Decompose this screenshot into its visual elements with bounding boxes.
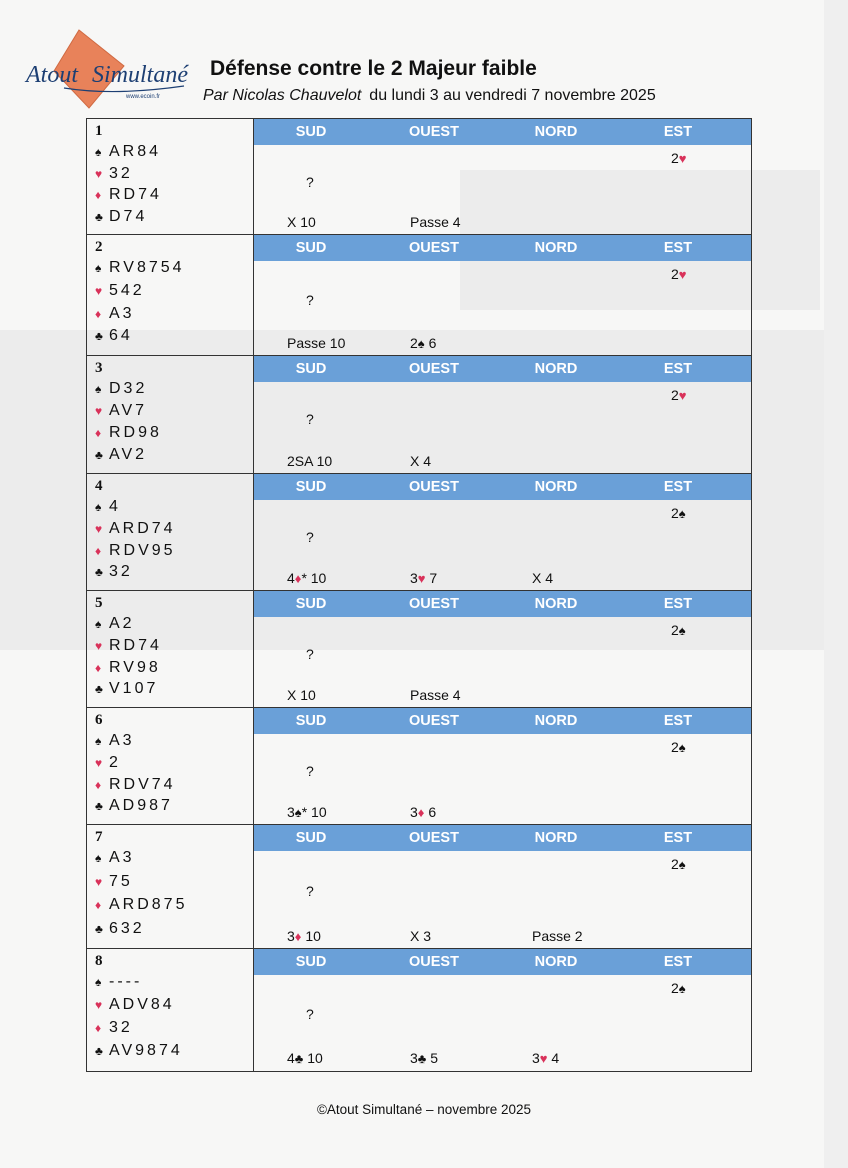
header-est: EST: [663, 240, 693, 256]
bid-level: 3: [287, 804, 295, 820]
bid-level: 2: [671, 739, 679, 755]
answer-text: Passe 4: [410, 214, 461, 230]
header-nord: NORD: [534, 713, 578, 729]
deal-number: 3: [95, 360, 103, 376]
hearts-icon: ♥: [95, 755, 103, 770]
clubs-icon: ♣: [95, 209, 103, 224]
hearts-icon: ♥: [539, 1051, 548, 1066]
bid-level: 3: [410, 1050, 418, 1066]
hand-spades: [95, 732, 135, 750]
hand-spades-cards: AR84: [109, 143, 162, 160]
hand-diamonds: [95, 1019, 133, 1037]
east-opening: [671, 622, 686, 638]
bid-level: 2: [671, 980, 679, 996]
hand-clubs-cards: 32: [109, 563, 133, 581]
answer-nord: [532, 570, 553, 586]
hand-hearts-cards: 32: [109, 164, 133, 182]
answer-text: X 10: [287, 687, 316, 703]
bid-level: 2: [671, 856, 679, 872]
header-sud: SUD: [295, 596, 327, 612]
hand-spades-cards: A3: [109, 849, 135, 866]
diamonds-icon: ♦: [294, 929, 302, 944]
hand-clubs-cards: AD987: [109, 797, 173, 815]
answer-sud: [287, 335, 345, 351]
hand-clubs: [95, 208, 147, 226]
header-nord: NORD: [534, 830, 578, 846]
clubs-icon: ♣: [417, 1051, 427, 1066]
hand-diamonds: [95, 186, 162, 204]
hand-spades-cards: 4: [109, 498, 121, 515]
hand-cell: [87, 235, 254, 355]
diamonds-icon: ♦: [95, 306, 102, 321]
spades-icon: ♠: [95, 145, 102, 159]
header-ouest: OUEST: [409, 830, 459, 846]
deals-table: [86, 118, 752, 1072]
answer-ouest: [410, 687, 461, 703]
header-nord: NORD: [534, 240, 578, 256]
hand-diamonds-cards: 32: [109, 1019, 133, 1036]
diamonds-icon: ♦: [95, 898, 102, 912]
clubs-icon: ♣: [95, 799, 103, 814]
hand-clubs-cards: AV2: [109, 446, 148, 463]
deal-number: 5: [95, 595, 103, 611]
diamonds-icon: ♦: [95, 777, 102, 792]
hand-cell: [87, 825, 254, 948]
hand-clubs: [95, 1042, 183, 1060]
answer-ouest: [410, 453, 431, 469]
hearts-icon: ♥: [95, 521, 103, 536]
hearts-icon: ♥: [95, 874, 103, 889]
author: Par Nicolas Chauvelot: [203, 87, 362, 104]
answer-ouest: [410, 928, 431, 944]
deal-number: 1: [95, 123, 103, 139]
deal-row: [87, 708, 751, 825]
bid-level: 4: [287, 570, 295, 586]
hand-diamonds-cards: RDV95: [109, 541, 176, 559]
answer-sud: [287, 1050, 323, 1066]
header-est: EST: [663, 830, 693, 846]
header-sud: SUD: [295, 124, 327, 140]
clubs-icon: ♣: [294, 1051, 304, 1066]
hand-spades-cards: ----: [109, 973, 143, 990]
hand-diamonds: [95, 305, 135, 323]
deal-row: [87, 474, 751, 591]
answer-text: 10: [301, 928, 321, 944]
hand-hearts: [95, 520, 176, 538]
bid-level: 3: [410, 570, 418, 586]
deal-row: [87, 591, 751, 708]
hand-hearts-cards: ADV84: [109, 996, 175, 1013]
hearts-icon: ♥: [95, 638, 103, 653]
page-subtitle: [203, 87, 656, 105]
header-sud: SUD: [295, 240, 327, 256]
hand-clubs-cards: D74: [109, 207, 148, 225]
diamonds-icon: ♦: [95, 543, 102, 558]
answer-ouest: [410, 570, 437, 586]
deal-number: 4: [95, 478, 103, 494]
diamonds-icon: ♦: [294, 571, 302, 586]
hand-cell: [87, 356, 254, 473]
deal-row: [87, 119, 751, 235]
bid-level: 2: [671, 150, 679, 166]
hand-clubs-cards: 632: [109, 919, 145, 937]
spades-icon: ♠: [678, 623, 686, 638]
diamonds-icon: ♦: [417, 805, 425, 820]
hearts-icon: ♥: [95, 166, 103, 181]
header-sud: SUD: [295, 830, 327, 846]
hand-diamonds-cards: A3: [109, 304, 135, 322]
south-question: ?: [306, 528, 314, 545]
east-opening: [671, 980, 686, 996]
answer-text: X 3: [410, 928, 432, 944]
hearts-icon: ♥: [95, 998, 103, 1012]
south-question: ?: [306, 411, 314, 428]
spades-icon: ♠: [417, 336, 425, 351]
south-question: ?: [306, 645, 314, 662]
spades-icon: ♠: [95, 382, 102, 396]
header-est: EST: [663, 713, 693, 729]
header-sud: SUD: [295, 713, 327, 729]
header-est: EST: [663, 124, 693, 140]
hand-hearts-cards: RD74: [109, 636, 162, 654]
bid-level: 3: [410, 804, 418, 820]
hand-hearts: [95, 165, 133, 183]
hand-cell: [87, 949, 254, 1071]
east-opening: [671, 739, 686, 755]
answer-nord: [532, 1050, 559, 1066]
diamonds-icon: ♦: [95, 660, 102, 675]
hand-spades: [95, 259, 185, 277]
hand-hearts: [95, 754, 121, 772]
deal-number: 6: [95, 712, 103, 728]
hand-diamonds: [95, 776, 176, 794]
hand-spades-cards: D32: [109, 380, 148, 397]
header-nord: NORD: [534, 479, 578, 495]
hand-hearts-cards: 2: [109, 753, 121, 771]
logo-url: www.ecoin.fr: [126, 94, 161, 100]
spades-icon: ♠: [95, 734, 102, 748]
deal-row: [87, 235, 751, 356]
bid-level: 2: [671, 622, 679, 638]
east-opening: [671, 150, 687, 166]
answer-sud: [287, 804, 327, 820]
hand-hearts-cards: 75: [109, 872, 133, 890]
bid-level: 2: [671, 505, 679, 521]
header-est: EST: [663, 361, 693, 377]
bid-level: 4: [287, 1050, 295, 1066]
hand-hearts: [95, 873, 133, 891]
dates: du lundi 3 au vendredi 7 novembre 2025: [369, 87, 656, 104]
header-ouest: OUEST: [409, 240, 459, 256]
south-question: ?: [306, 762, 314, 779]
answer-text: * 10: [301, 804, 327, 820]
header-sud: SUD: [295, 361, 327, 377]
hand-diamonds-cards: RDV74: [109, 775, 176, 793]
answer-nord: [532, 928, 583, 944]
hand-cell: [87, 474, 254, 590]
answer-sud: [287, 453, 332, 469]
spades-icon: ♠: [95, 617, 102, 631]
answer-sud: [287, 687, 316, 703]
east-opening: [671, 505, 686, 521]
hand-clubs: [95, 920, 145, 938]
hand-hearts: [95, 637, 162, 655]
hearts-icon: ♥: [678, 151, 687, 166]
south-question: ?: [306, 1006, 314, 1023]
hearts-icon: ♥: [417, 571, 426, 586]
hand-cell: [87, 708, 254, 824]
hand-clubs-cards: 64: [109, 327, 133, 345]
spades-icon: ♠: [678, 981, 686, 996]
hand-diamonds: [95, 659, 161, 677]
header-est: EST: [663, 596, 693, 612]
bid-level: 2: [410, 335, 418, 351]
page-edge: [824, 0, 848, 1168]
east-opening: [671, 387, 687, 403]
header-ouest: OUEST: [409, 361, 459, 377]
answer-text: X 4: [532, 570, 554, 586]
hearts-icon: ♥: [678, 267, 687, 282]
hand-clubs-cards: V107: [109, 680, 159, 698]
diamonds-icon: ♦: [95, 1021, 102, 1035]
header-nord: NORD: [534, 596, 578, 612]
header-nord: NORD: [534, 124, 578, 140]
deal-row: [87, 825, 751, 949]
hand-diamonds: [95, 896, 187, 914]
hand-diamonds-cards: RD74: [109, 186, 162, 203]
south-question: ?: [306, 173, 314, 190]
spades-icon: ♠: [678, 506, 686, 521]
header-est: EST: [663, 954, 693, 970]
hand-spades: [95, 849, 135, 867]
header-sud: SUD: [295, 479, 327, 495]
hearts-icon: ♥: [95, 283, 103, 298]
hand-clubs: [95, 563, 133, 581]
footer-copyright: ©Atout Simultané – novembre 2025: [316, 1102, 532, 1117]
hand-spades: [95, 380, 147, 398]
answer-ouest: [410, 214, 461, 230]
east-opening: [671, 856, 686, 872]
header-ouest: OUEST: [409, 713, 459, 729]
answer-text: 6: [424, 804, 437, 820]
east-opening: [671, 266, 687, 282]
spades-icon: ♠: [95, 975, 102, 989]
clubs-icon: ♣: [95, 921, 103, 936]
header-ouest: OUEST: [409, 479, 459, 495]
header-nord: NORD: [534, 361, 578, 377]
spades-icon: ♠: [95, 851, 102, 865]
answer-text: 4: [547, 1050, 560, 1066]
hand-cell: [87, 591, 254, 707]
header-ouest: OUEST: [409, 954, 459, 970]
diamonds-icon: ♦: [95, 188, 102, 202]
hand-diamonds: [95, 424, 162, 442]
hand-diamonds: [95, 542, 176, 560]
bid-level: 2: [671, 387, 679, 403]
deal-number: 7: [95, 829, 103, 845]
clubs-icon: ♣: [95, 329, 103, 344]
hand-clubs: [95, 327, 133, 345]
answer-sud: [287, 928, 321, 944]
spades-icon: ♠: [95, 261, 102, 275]
south-question: ?: [306, 291, 314, 308]
answer-text: 7: [425, 570, 438, 586]
hand-spades: [95, 615, 135, 633]
answer-text: * 10: [301, 570, 327, 586]
clubs-icon: ♣: [95, 682, 103, 697]
hand-diamonds-cards: RD98: [109, 424, 162, 441]
answer-text: X 4: [410, 453, 432, 469]
header-sud: SUD: [295, 954, 327, 970]
hand-diamonds-cards: ARD875: [109, 896, 188, 913]
hearts-icon: ♥: [95, 404, 103, 418]
atout-simultane-logo: [24, 26, 194, 112]
spades-icon: ♠: [678, 740, 686, 755]
hand-clubs: [95, 797, 173, 815]
hand-spades-cards: A3: [109, 732, 135, 749]
hand-spades: [95, 498, 121, 516]
hand-hearts-cards: ARD74: [109, 519, 176, 537]
hand-clubs: [95, 680, 158, 698]
hand-spades: [95, 973, 142, 991]
logo-word-2: Simultané: [92, 62, 188, 88]
hand-hearts-cards: 542: [109, 281, 145, 299]
spades-icon: ♠: [678, 857, 686, 872]
clubs-icon: ♣: [95, 1044, 103, 1058]
answer-text: 2SA 10: [287, 453, 333, 469]
hand-cell: [87, 119, 254, 234]
deal-number: 8: [95, 953, 103, 969]
answer-text: 5: [426, 1050, 439, 1066]
hand-spades: [95, 143, 161, 161]
hand-hearts: [95, 402, 147, 420]
spades-icon: ♠: [95, 500, 102, 514]
hand-hearts: [95, 282, 145, 300]
hand-hearts-cards: AV7: [109, 402, 148, 419]
bid-level: 3: [287, 928, 295, 944]
clubs-icon: ♣: [95, 448, 103, 462]
header-nord: NORD: [534, 954, 578, 970]
diamonds-icon: ♦: [95, 426, 102, 440]
header-ouest: OUEST: [409, 124, 459, 140]
answer-ouest: [410, 1050, 438, 1066]
hand-spades-cards: A2: [109, 615, 135, 632]
answer-text: 6: [424, 335, 437, 351]
bid-level: 2: [671, 266, 679, 282]
spades-icon: ♠: [294, 805, 302, 820]
hand-clubs-cards: AV9874: [109, 1042, 183, 1059]
hand-spades-cards: RV8754: [109, 259, 185, 276]
answer-text: Passe 2: [532, 928, 583, 944]
deal-row: [87, 356, 751, 474]
answer-ouest: [410, 804, 436, 820]
answer-text: X 10: [287, 214, 316, 230]
answer-ouest: [410, 335, 436, 351]
answer-sud: [287, 214, 316, 230]
page-title: Défense contre le 2 Majeur faible: [210, 57, 537, 80]
clubs-icon: ♣: [95, 565, 103, 580]
south-question: ?: [306, 883, 314, 900]
hearts-icon: ♥: [678, 388, 687, 403]
hand-clubs: [95, 446, 147, 464]
header-ouest: OUEST: [409, 596, 459, 612]
answer-text: Passe 4: [410, 687, 461, 703]
answer-text: 10: [303, 1050, 323, 1066]
answer-sud: [287, 570, 326, 586]
hand-diamonds-cards: RV98: [109, 658, 161, 676]
logo-word-1: Atout: [26, 62, 78, 88]
deal-row: [87, 949, 751, 1071]
header-est: EST: [663, 479, 693, 495]
bid-level: 3: [532, 1050, 540, 1066]
deal-number: 2: [95, 239, 103, 255]
answer-text: Passe 10: [287, 335, 346, 351]
hand-hearts: [95, 996, 175, 1014]
